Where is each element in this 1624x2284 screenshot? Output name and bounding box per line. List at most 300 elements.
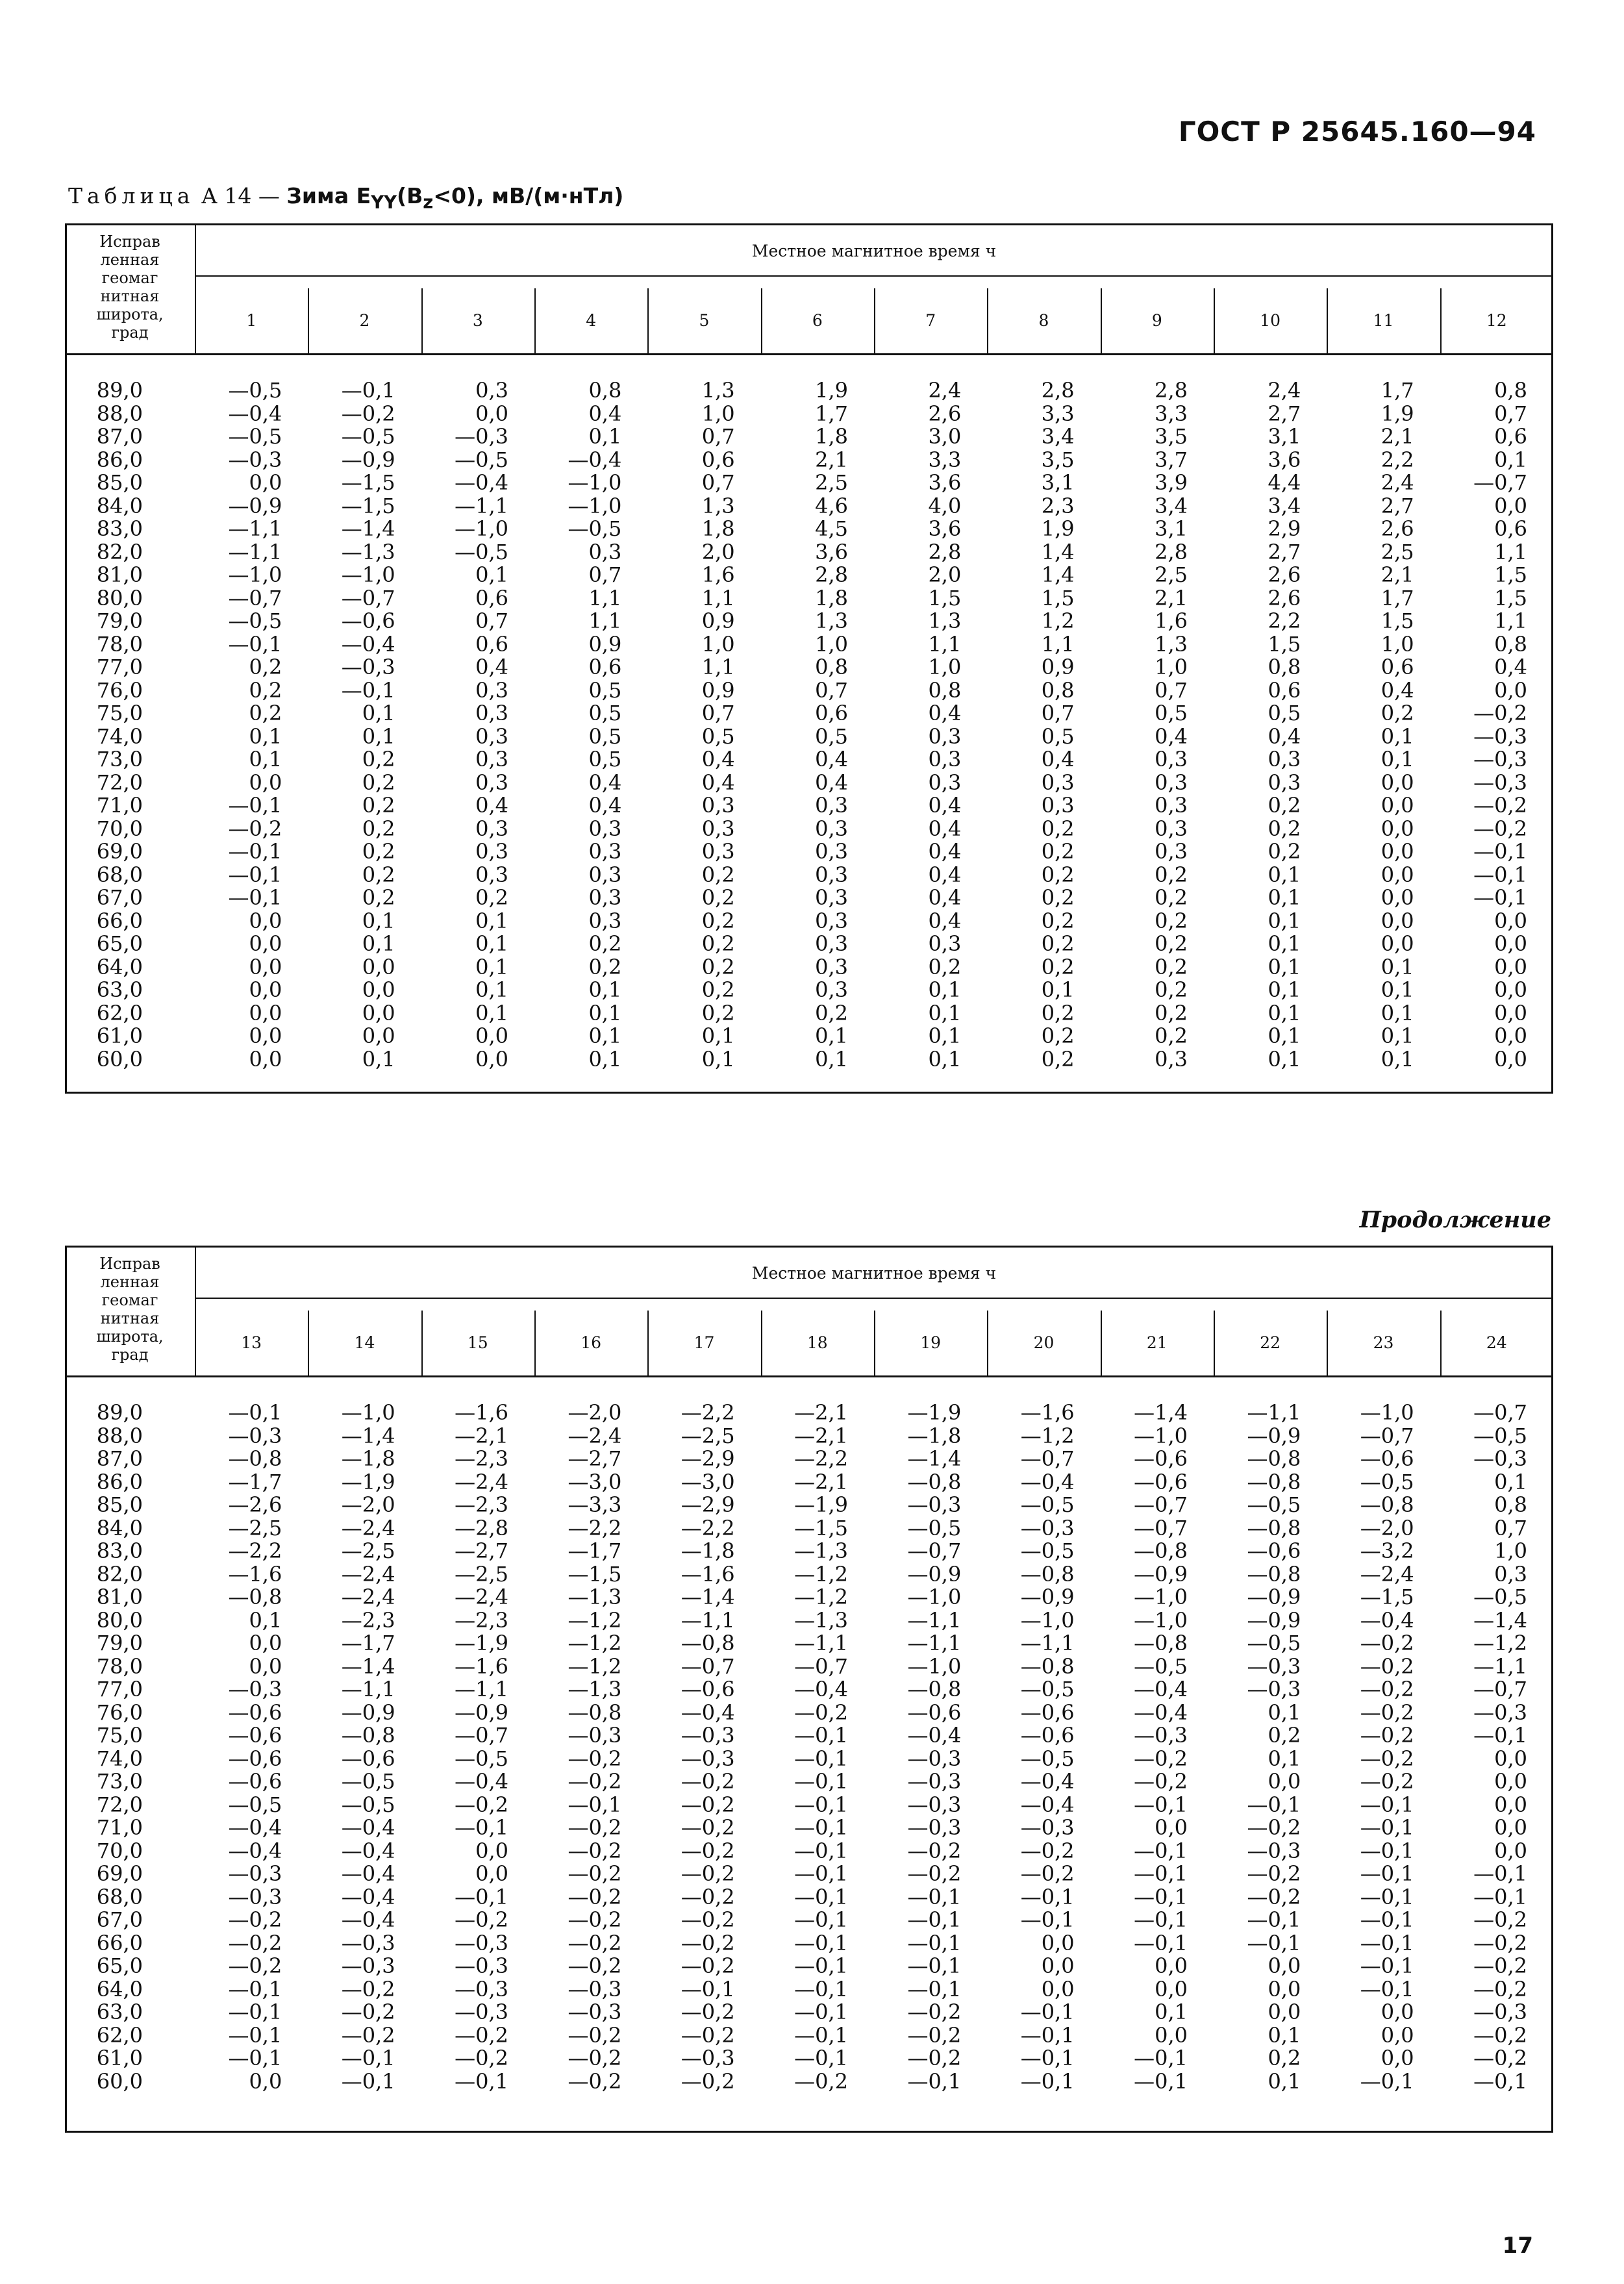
value-cell: —0,4 bbox=[341, 1861, 395, 1886]
value-cell: —0,1 bbox=[794, 1976, 848, 2002]
value-cell: 0,8 bbox=[1268, 655, 1301, 679]
value-cell: 0,3 bbox=[1155, 747, 1188, 772]
value-cell: —1,5 bbox=[794, 1515, 848, 1540]
value-cell: 3,3 bbox=[928, 447, 962, 472]
value-cell: —2,1 bbox=[794, 1469, 848, 1494]
value-cell: —0,4 bbox=[1020, 1469, 1075, 1494]
value-cell: —0,3 bbox=[228, 1677, 282, 1701]
value-cell: —0,8 bbox=[1247, 1469, 1301, 1494]
value-cell: 1,9 bbox=[815, 378, 848, 403]
value-cell: —2,0 bbox=[341, 1492, 395, 1517]
latitude-cell: 72,0 bbox=[96, 770, 143, 795]
value-cell: 0,1 bbox=[1494, 447, 1527, 472]
value-cell: —0,6 bbox=[228, 1700, 282, 1725]
table-row bbox=[65, 1586, 1553, 1609]
value-cell: —2,9 bbox=[681, 1446, 735, 1471]
value-cell: 0,5 bbox=[1155, 701, 1188, 725]
value-cell: 0,3 bbox=[1155, 793, 1188, 818]
value-cell: 0,1 bbox=[1268, 2068, 1301, 2094]
value-cell: 0,0 bbox=[1041, 1953, 1075, 1978]
value-cell: —0,5 bbox=[1134, 1653, 1188, 1679]
latitude-cell: 88,0 bbox=[96, 1423, 143, 1448]
value-cell: —3,0 bbox=[568, 1469, 622, 1494]
table-row bbox=[65, 840, 1553, 864]
value-cell: 1,5 bbox=[928, 585, 962, 610]
value-cell: —0,6 bbox=[1134, 1469, 1188, 1494]
value-cell: 0,0 bbox=[1268, 1976, 1301, 2002]
latitude-header-line: ленная bbox=[100, 251, 160, 269]
value-cell: —0,3 bbox=[1247, 1653, 1301, 1679]
value-cell: 0,3 bbox=[475, 723, 508, 749]
table-row bbox=[65, 1978, 1553, 2002]
table-row bbox=[65, 587, 1553, 610]
table-row bbox=[65, 2001, 1553, 2024]
latitude-header-line: град bbox=[111, 1346, 149, 1364]
value-cell: 0,1 bbox=[815, 1046, 848, 1072]
table-row bbox=[65, 1425, 1553, 1448]
hour-header: 6 bbox=[812, 311, 823, 330]
value-cell: —0,2 bbox=[455, 1907, 508, 1932]
value-cell: —1,0 bbox=[568, 470, 622, 495]
value-cell: 0,6 bbox=[701, 447, 735, 472]
value-cell: —0,2 bbox=[228, 1907, 282, 1932]
value-cell: —1,2 bbox=[568, 1607, 622, 1633]
table-bottom-rule bbox=[65, 1092, 1553, 1094]
value-cell: 0,3 bbox=[701, 839, 735, 864]
value-cell: —0,7 bbox=[341, 585, 395, 610]
value-cell: 0,1 bbox=[1268, 1046, 1301, 1072]
value-cell: —0,2 bbox=[1360, 1653, 1414, 1679]
latitude-cell: 64,0 bbox=[96, 954, 143, 979]
value-cell: —0,1 bbox=[794, 1792, 848, 1817]
value-cell: 0,3 bbox=[475, 839, 508, 864]
value-cell: 2,8 bbox=[1155, 378, 1188, 403]
value-cell: 0,0 bbox=[1494, 677, 1527, 703]
value-cell: —0,1 bbox=[228, 631, 282, 657]
value-cell: —0,8 bbox=[681, 1631, 735, 1655]
value-cell: 0,3 bbox=[815, 839, 848, 864]
value-cell: —1,2 bbox=[1473, 1631, 1527, 1655]
value-cell: —0,1 bbox=[228, 885, 282, 910]
value-cell: —0,1 bbox=[1134, 1930, 1188, 1955]
value-cell: —3,2 bbox=[1360, 1538, 1414, 1563]
value-cell: 0,1 bbox=[1268, 1023, 1301, 1048]
value-cell: —1,6 bbox=[455, 1653, 508, 1679]
value-cell: —0,1 bbox=[341, 2068, 395, 2094]
value-cell: 0,6 bbox=[1494, 424, 1527, 449]
table-row bbox=[65, 656, 1553, 679]
value-cell: —2,3 bbox=[455, 1492, 508, 1517]
value-cell: —0,1 bbox=[1134, 1838, 1188, 1863]
value-cell: 0,8 bbox=[1494, 1492, 1527, 1517]
value-cell: 2,6 bbox=[928, 401, 962, 426]
value-cell: 0,9 bbox=[588, 631, 622, 657]
value-cell: 1,3 bbox=[701, 493, 735, 518]
latitude-cell: 60,0 bbox=[96, 2068, 143, 2094]
value-cell: 0,3 bbox=[588, 839, 622, 864]
value-cell: —0,1 bbox=[794, 1769, 848, 1794]
value-cell: —0,2 bbox=[455, 2046, 508, 2070]
value-cell: 3,3 bbox=[1041, 401, 1075, 426]
value-cell: —0,1 bbox=[794, 1723, 848, 1748]
value-cell: 0,1 bbox=[1268, 931, 1301, 956]
value-cell: —0,7 bbox=[1473, 1677, 1527, 1701]
value-cell: —1,0 bbox=[907, 1653, 962, 1679]
value-cell: 0,1 bbox=[1268, 1000, 1301, 1025]
latitude-cell: 88,0 bbox=[96, 401, 143, 426]
value-cell: —0,2 bbox=[907, 2046, 962, 2070]
value-cell: —1,9 bbox=[341, 1469, 395, 1494]
value-cell: —0,2 bbox=[568, 1815, 622, 1840]
value-cell: —1,4 bbox=[1134, 1400, 1188, 1425]
value-cell: —0,2 bbox=[1360, 1631, 1414, 1655]
value-cell: 2,6 bbox=[1268, 585, 1301, 610]
value-cell: —0,2 bbox=[907, 1861, 962, 1886]
value-cell: —0,1 bbox=[907, 2068, 962, 2094]
latitude-cell: 66,0 bbox=[96, 1930, 143, 1955]
value-cell: 0,9 bbox=[701, 609, 735, 633]
value-cell: 0,5 bbox=[815, 723, 848, 749]
value-cell: —0,6 bbox=[228, 1746, 282, 1771]
value-cell: 0,2 bbox=[362, 862, 395, 887]
value-cell: —2,5 bbox=[341, 1538, 395, 1563]
value-cell: —0,1 bbox=[794, 1907, 848, 1932]
value-cell: 0,1 bbox=[1268, 885, 1301, 910]
value-cell: 0,0 bbox=[1380, 2000, 1414, 2024]
value-cell: —0,3 bbox=[228, 1861, 282, 1886]
value-cell: —0,1 bbox=[794, 1953, 848, 1978]
value-cell: 0,3 bbox=[475, 862, 508, 887]
value-cell: 1,0 bbox=[1494, 1538, 1527, 1563]
latitude-header-line: ленная bbox=[100, 1273, 160, 1291]
value-cell: 0,4 bbox=[475, 655, 508, 679]
latitude-cell: 77,0 bbox=[96, 655, 143, 679]
value-cell: —0,2 bbox=[568, 1884, 622, 1909]
latitude-cell: 83,0 bbox=[96, 516, 143, 541]
value-cell: —2,8 bbox=[455, 1515, 508, 1540]
value-cell: 0,7 bbox=[1494, 401, 1527, 426]
value-cell: 0,3 bbox=[928, 770, 962, 795]
value-cell: 0,2 bbox=[588, 954, 622, 979]
value-cell: —0,1 bbox=[1360, 1884, 1414, 1909]
value-cell: 0,0 bbox=[362, 977, 395, 1002]
value-cell: 0,2 bbox=[362, 816, 395, 841]
value-cell: —0,7 bbox=[794, 1653, 848, 1679]
value-cell: —0,5 bbox=[455, 447, 508, 472]
value-cell: —1,0 bbox=[568, 493, 622, 518]
value-cell: —0,8 bbox=[341, 1723, 395, 1748]
value-cell: —0,1 bbox=[1247, 1907, 1301, 1932]
value-cell: —0,1 bbox=[1473, 1884, 1527, 1909]
value-cell: —0,1 bbox=[228, 2046, 282, 2070]
value-cell: 0,2 bbox=[701, 954, 735, 979]
value-cell: —0,5 bbox=[455, 1746, 508, 1771]
value-cell: —1,6 bbox=[455, 1400, 508, 1425]
value-cell: —1,1 bbox=[455, 1677, 508, 1701]
value-cell: 0,0 bbox=[1380, 839, 1414, 864]
value-cell: 0,2 bbox=[1041, 954, 1075, 979]
value-cell: —0,1 bbox=[794, 1746, 848, 1771]
value-cell: —0,3 bbox=[907, 1815, 962, 1840]
value-cell: —0,1 bbox=[228, 2022, 282, 2048]
value-cell: 0,0 bbox=[1380, 2022, 1414, 2048]
value-cell: 2,5 bbox=[1155, 562, 1188, 587]
latitude-header-line: геомаг bbox=[101, 1291, 158, 1309]
value-cell: —0,1 bbox=[1360, 1930, 1414, 1955]
value-cell: —2,1 bbox=[794, 1400, 848, 1425]
value-cell: —0,6 bbox=[681, 1677, 735, 1701]
value-cell: 0,1 bbox=[1380, 1046, 1414, 1072]
value-cell: —2,1 bbox=[455, 1423, 508, 1448]
value-cell: 0,0 bbox=[1494, 1815, 1527, 1840]
value-cell: —0,6 bbox=[1020, 1723, 1075, 1748]
value-cell: 0,1 bbox=[1380, 747, 1414, 772]
value-cell: 0,0 bbox=[249, 908, 282, 933]
value-cell: —0,9 bbox=[1247, 1585, 1301, 1609]
value-cell: 0,0 bbox=[249, 1653, 282, 1679]
value-cell: —0,2 bbox=[681, 2022, 735, 2048]
latitude-cell: 62,0 bbox=[96, 2022, 143, 2048]
value-cell: —0,2 bbox=[681, 1861, 735, 1886]
value-cell: —0,1 bbox=[907, 1930, 962, 1955]
table-row bbox=[65, 1932, 1553, 1955]
value-cell: 0,2 bbox=[249, 677, 282, 703]
value-cell: 0,1 bbox=[1494, 1469, 1527, 1494]
value-cell: 0,2 bbox=[249, 655, 282, 679]
hour-header: 22 bbox=[1260, 1333, 1281, 1352]
value-cell: 2,0 bbox=[701, 539, 735, 564]
value-cell: —0,4 bbox=[455, 470, 508, 495]
table-row bbox=[65, 886, 1553, 910]
value-cell: —0,5 bbox=[1473, 1585, 1527, 1609]
value-cell: —0,2 bbox=[341, 2022, 395, 2048]
value-cell: —2,7 bbox=[455, 1538, 508, 1563]
value-cell: 0,5 bbox=[1268, 701, 1301, 725]
value-cell: —0,7 bbox=[681, 1653, 735, 1679]
value-cell: 0,2 bbox=[1155, 862, 1188, 887]
value-cell: —1,0 bbox=[1134, 1607, 1188, 1633]
value-cell: —1,5 bbox=[341, 470, 395, 495]
value-cell: —0,1 bbox=[455, 1884, 508, 1909]
value-cell: 0,2 bbox=[1041, 839, 1075, 864]
value-cell: 1,0 bbox=[701, 631, 735, 657]
value-cell: —0,2 bbox=[681, 1907, 735, 1932]
value-cell: —1,3 bbox=[794, 1538, 848, 1563]
value-cell: —0,2 bbox=[568, 2068, 622, 2094]
value-cell: —1,1 bbox=[907, 1607, 962, 1633]
table-row bbox=[65, 1517, 1553, 1540]
latitude-cell: 86,0 bbox=[96, 447, 143, 472]
value-cell: 0,1 bbox=[928, 1023, 962, 1048]
value-cell: 0,4 bbox=[1155, 723, 1188, 749]
hour-header: 1 bbox=[246, 311, 257, 330]
value-cell: —0,2 bbox=[1247, 1861, 1301, 1886]
value-cell: 0,2 bbox=[1268, 1723, 1301, 1748]
value-cell: —0,2 bbox=[1020, 1838, 1075, 1863]
caption-mid: (B bbox=[397, 183, 423, 208]
value-cell: —0,6 bbox=[1360, 1446, 1414, 1471]
value-cell: 0,0 bbox=[1494, 1046, 1527, 1072]
value-cell: 0,2 bbox=[588, 931, 622, 956]
hour-header: 3 bbox=[472, 311, 483, 330]
value-cell: —2,0 bbox=[568, 1400, 622, 1425]
value-cell: 0,6 bbox=[815, 701, 848, 725]
value-cell: —0,2 bbox=[1247, 1884, 1301, 1909]
value-cell: —0,2 bbox=[228, 1953, 282, 1978]
value-cell: —0,2 bbox=[1473, 701, 1527, 725]
value-cell: —0,3 bbox=[1473, 2000, 1527, 2024]
latitude-cell: 62,0 bbox=[96, 1000, 143, 1025]
value-cell: 1,9 bbox=[1380, 401, 1414, 426]
value-cell: 1,5 bbox=[1380, 609, 1414, 633]
table-row bbox=[65, 1540, 1553, 1563]
value-cell: —0,2 bbox=[568, 1769, 622, 1794]
value-cell: —0,2 bbox=[681, 1930, 735, 1955]
value-cell: 0,0 bbox=[249, 1023, 282, 1048]
value-cell: —0,2 bbox=[568, 2022, 622, 2048]
value-cell: 1,3 bbox=[701, 378, 735, 403]
value-cell: —0,3 bbox=[681, 1746, 735, 1771]
table-top-rule bbox=[65, 1246, 1553, 1248]
value-cell: —0,1 bbox=[794, 2046, 848, 2070]
value-cell: 0,6 bbox=[475, 631, 508, 657]
value-cell: —0,2 bbox=[568, 1953, 622, 1978]
value-cell: —0,2 bbox=[1473, 793, 1527, 818]
value-cell: —0,5 bbox=[341, 424, 395, 449]
value-cell: —0,2 bbox=[341, 2000, 395, 2024]
value-cell: 3,6 bbox=[1268, 447, 1301, 472]
value-cell: —0,1 bbox=[1360, 1815, 1414, 1840]
value-cell: 0,0 bbox=[1268, 1769, 1301, 1794]
value-cell: —0,1 bbox=[1473, 885, 1527, 910]
value-cell: 0,0 bbox=[1494, 931, 1527, 956]
value-cell: —0,8 bbox=[568, 1700, 622, 1725]
latitude-cell: 77,0 bbox=[96, 1677, 143, 1701]
value-cell: 0,0 bbox=[1380, 885, 1414, 910]
value-cell: —0,3 bbox=[681, 1723, 735, 1748]
value-cell: 3,3 bbox=[1155, 401, 1188, 426]
value-cell: 0,1 bbox=[588, 1000, 622, 1025]
value-cell: 0,2 bbox=[1155, 954, 1188, 979]
value-cell: 0,2 bbox=[362, 885, 395, 910]
value-cell: —0,8 bbox=[1360, 1492, 1414, 1517]
value-cell: 0,2 bbox=[1041, 862, 1075, 887]
value-cell: 0,9 bbox=[701, 677, 735, 703]
value-cell: 1,0 bbox=[701, 401, 735, 426]
hour-header: 21 bbox=[1146, 1333, 1168, 1352]
value-cell: —2,1 bbox=[794, 1423, 848, 1448]
value-cell: 4,0 bbox=[928, 493, 962, 518]
caption-title: Зима E bbox=[286, 183, 371, 208]
latitude-header-line: широта, bbox=[96, 1327, 164, 1346]
value-cell: 0,0 bbox=[1380, 862, 1414, 887]
value-cell: 1,1 bbox=[1041, 631, 1075, 657]
latitude-cell: 68,0 bbox=[96, 862, 143, 887]
value-cell: 0,8 bbox=[1494, 378, 1527, 403]
table-row bbox=[65, 1794, 1553, 1817]
value-cell: 0,2 bbox=[1041, 1046, 1075, 1072]
value-cell: —0,1 bbox=[1247, 1792, 1301, 1817]
table-row bbox=[65, 1048, 1553, 1072]
latitude-header-line: нитная bbox=[100, 1309, 160, 1327]
value-cell: 1,6 bbox=[701, 562, 735, 587]
value-cell: —0,6 bbox=[228, 1769, 282, 1794]
value-cell: 0,3 bbox=[475, 378, 508, 403]
value-cell: —0,2 bbox=[568, 1930, 622, 1955]
value-cell: 0,0 bbox=[362, 1000, 395, 1025]
latitude-cell: 76,0 bbox=[96, 1700, 143, 1725]
value-cell: —0,1 bbox=[1020, 1907, 1075, 1932]
value-cell: —1,4 bbox=[341, 516, 395, 541]
value-cell: 0,3 bbox=[1268, 770, 1301, 795]
value-cell: 0,0 bbox=[1268, 1953, 1301, 1978]
value-cell: —0,9 bbox=[341, 447, 395, 472]
value-cell: —0,6 bbox=[907, 1700, 962, 1725]
value-cell: 4,4 bbox=[1268, 470, 1301, 495]
value-cell: 0,3 bbox=[701, 816, 735, 841]
value-cell: —0,2 bbox=[681, 1953, 735, 1978]
value-cell: —1,4 bbox=[907, 1446, 962, 1471]
caption-sub-yy: YY bbox=[371, 192, 397, 213]
value-cell: 0,3 bbox=[1041, 770, 1075, 795]
table-row bbox=[65, 1002, 1553, 1025]
value-cell: —2,4 bbox=[341, 1515, 395, 1540]
value-cell: 0,1 bbox=[362, 931, 395, 956]
latitude-header-line: град bbox=[111, 323, 149, 342]
value-cell: —0,3 bbox=[681, 2046, 735, 2070]
value-cell: 0,1 bbox=[1155, 2000, 1188, 2024]
value-cell: —0,9 bbox=[1134, 1561, 1188, 1587]
value-cell: —0,2 bbox=[1360, 1746, 1414, 1771]
table-body bbox=[65, 1401, 1553, 2093]
value-cell: —0,5 bbox=[568, 516, 622, 541]
latitude-cell: 74,0 bbox=[96, 1746, 143, 1771]
value-cell: —0,1 bbox=[1473, 1861, 1527, 1886]
latitude-cell: 71,0 bbox=[96, 1815, 143, 1840]
value-cell: 0,4 bbox=[588, 401, 622, 426]
value-cell: —2,7 bbox=[568, 1446, 622, 1471]
table-subheader-rule bbox=[195, 1298, 1553, 1299]
value-cell: —2,2 bbox=[794, 1446, 848, 1471]
value-cell: 3,6 bbox=[928, 516, 962, 541]
value-cell: —0,3 bbox=[907, 1792, 962, 1817]
value-cell: 0,4 bbox=[701, 747, 735, 772]
value-cell: —0,2 bbox=[907, 2000, 962, 2024]
latitude-cell: 78,0 bbox=[96, 1653, 143, 1679]
table-row bbox=[65, 1655, 1553, 1679]
value-cell: —0,9 bbox=[1247, 1607, 1301, 1633]
hour-header: 17 bbox=[693, 1333, 715, 1352]
hour-header: 8 bbox=[1038, 311, 1049, 330]
value-cell: —1,1 bbox=[1473, 1653, 1527, 1679]
value-cell: 0,2 bbox=[475, 885, 508, 910]
value-cell: 2,5 bbox=[815, 470, 848, 495]
value-cell: —0,2 bbox=[681, 1884, 735, 1909]
value-cell: 0,5 bbox=[588, 723, 622, 749]
value-cell: —0,2 bbox=[1360, 1723, 1414, 1748]
table-header-rule bbox=[65, 1375, 1553, 1377]
value-cell: 0,1 bbox=[928, 1000, 962, 1025]
latitude-cell: 69,0 bbox=[96, 839, 143, 864]
latitude-cell: 65,0 bbox=[96, 1953, 143, 1978]
value-cell: —0,3 bbox=[1247, 1677, 1301, 1701]
value-cell: —1,1 bbox=[228, 539, 282, 564]
value-cell: —1,2 bbox=[568, 1653, 622, 1679]
value-cell: —1,1 bbox=[228, 516, 282, 541]
value-cell: 0,1 bbox=[1268, 954, 1301, 979]
value-cell: 2,6 bbox=[1268, 562, 1301, 587]
value-cell: —0,2 bbox=[568, 2046, 622, 2070]
